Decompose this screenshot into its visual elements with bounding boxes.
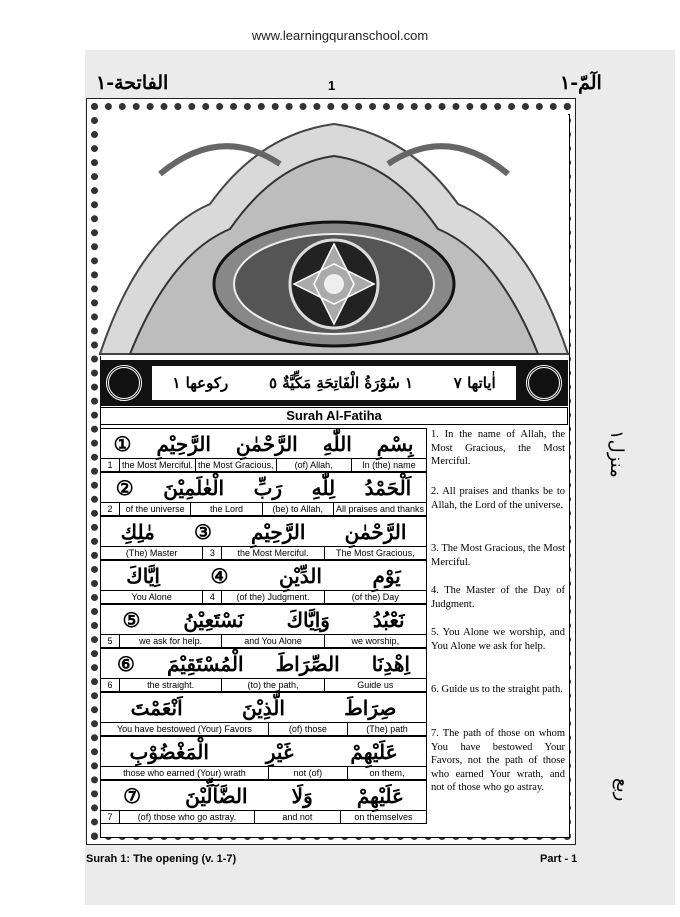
translation-column <box>431 428 565 795</box>
english-row: those who earned (Your) wrath not (of) on them, <box>100 766 427 780</box>
arabic-row: بِسْمِ اللّٰهِ الرَّحْمٰنِ الرَّحِيْمِ ① <box>100 428 427 458</box>
english-row: (The) Master 3 the Most Merciful. The Most Gracious, <box>100 546 427 560</box>
surah-title-band <box>100 360 568 406</box>
arabic-row: اِهْدِنَا الصِّرَاطَ الْمُسْتَقِيْمَ ⑥ <box>100 648 427 678</box>
manzil-marker: منزل١ <box>606 430 627 478</box>
english-row: 7 (of) those who go astray. and not on themselves <box>100 810 427 824</box>
english-row: You have bestowed (Your) Favors (of) those (The) path <box>100 722 427 736</box>
page-number: 1 <box>328 78 336 93</box>
ornament-right-icon <box>526 365 562 401</box>
ornament-left-icon <box>106 365 142 401</box>
surah-arabic-title: ١ سُوْرَةُ الْفَاتِحَةِ مَكِّيَّةٌ ٥ <box>268 374 414 392</box>
translation-verse-6: 6. Guide us to the straight path. <box>431 684 563 695</box>
translation-verse-7: 7. The path of those on whom You have bestowed Your Favors, not the path of those who earned Your wrath, and not of those who go astray. <box>431 728 565 793</box>
english-row: You Alone 4 (of the) Judgment. (of the) Day <box>100 590 427 604</box>
arabic-row: اَلْحَمْدُ لِلّٰهِ رَبِّ الْعٰلَمِيْنَ ② <box>100 472 427 502</box>
english-row: 2 of the universe the Lord (be) to Allah, All praises and thanks <box>100 502 427 516</box>
arabic-row: الرَّحْمٰنِ الرَّحِيْمِ ③ مٰلِكِ <box>100 516 427 546</box>
ornament-artwork <box>100 114 568 356</box>
translation-verse-5: 5. You Alone we worship, and You Alone we ask for help. <box>431 627 565 652</box>
ayat-count: اٰياتها ٧ <box>453 374 496 392</box>
footer-surah-info: Surah 1: The opening (v. 1-7) <box>86 853 237 865</box>
english-row: 1 the Most Merciful. the Most Gracious, (of) Allah, In (the) name <box>100 458 427 472</box>
arabic-row: عَلَيْهِمْ غَيْرِ الْمَغْضُوْبِ <box>100 736 427 766</box>
translation-verse-3: 3. The Most Gracious, the Most Merciful. <box>431 543 565 568</box>
arabic-row: نَعْبُدُ وَاِيَّاكَ نَسْتَعِيْنُ ⑤ <box>100 604 427 634</box>
surah-english-title: Surah Al-Fatiha <box>100 407 568 425</box>
word-by-word-grid <box>100 428 427 824</box>
english-row: 5 we ask for help. and You Alone we worship, <box>100 634 427 648</box>
surah-header-label: الفاتحة-١ <box>96 72 169 94</box>
arabic-row: صِرَاطَ الَّذِيْنَ اَنْعَمْتَ <box>100 692 427 722</box>
site-url[interactable]: www.learningquranschool.com <box>251 28 429 43</box>
ruku-count: ركوعها ١ <box>172 374 229 392</box>
rub-marker: ربع <box>612 778 633 802</box>
footer-part: Part - 1 <box>540 853 578 865</box>
translation-verse-1: 1. In the name of Allah, the Most Gracious, the Most Merciful. <box>431 429 565 467</box>
arabic-row: عَلَيْهِمْ وَلَا الضَّآلِّيْنَ ⑦ <box>100 780 427 810</box>
juz-header-label: الٓمّ-١ <box>560 72 602 94</box>
arabic-row: يَوْمِ الدِّيْنِ ④ اِيَّاكَ <box>100 560 427 590</box>
translation-verse-2: 2. All praises and thanks be to Allah, the Lord of the universe. <box>431 486 565 511</box>
translation-verse-4: 4. The Master of the Day of Judgment. <box>431 585 565 610</box>
english-row: 6 the straight. (to) the path, Guide us <box>100 678 427 692</box>
